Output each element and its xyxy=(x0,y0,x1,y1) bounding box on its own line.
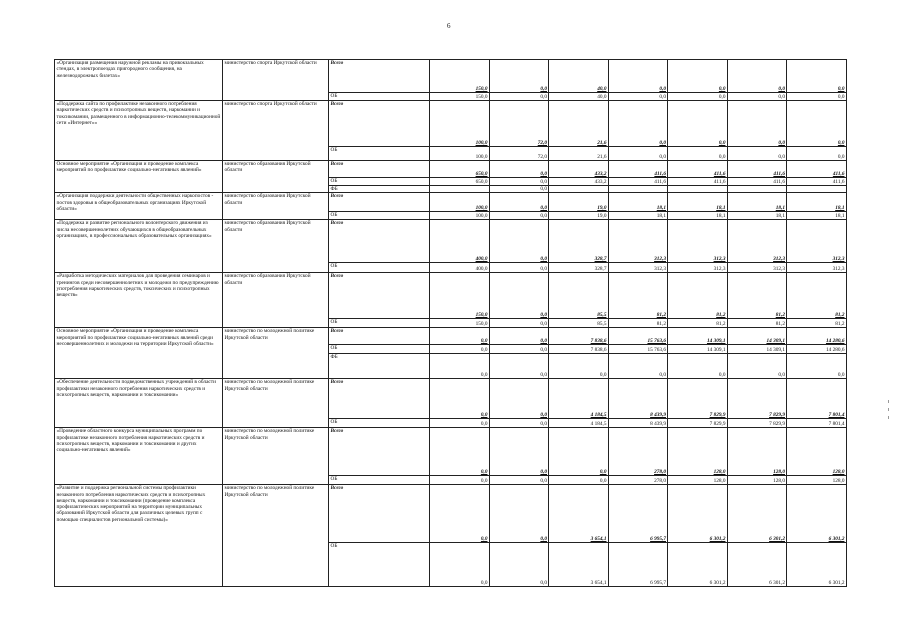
amount-cell: 0,0 xyxy=(668,93,728,101)
amount-cell: 128,0 xyxy=(727,476,787,485)
amount-cell: 0,0 xyxy=(549,428,609,476)
amount-cell: 81,2 xyxy=(608,319,668,328)
funding-source-cell: Всего xyxy=(329,428,430,476)
amount-cell: 81,2 xyxy=(668,319,728,328)
funding-source-cell: ОБ xyxy=(329,319,430,328)
executor-cell: министерство образования Иркутской области xyxy=(223,161,329,193)
table-row xyxy=(55,428,847,476)
amount-cell: 21,6 xyxy=(549,147,609,161)
amount-cell: 0,0 xyxy=(608,147,668,161)
amount-cell: 0,0 xyxy=(727,354,787,379)
executor-cell: министерство образования Иркутской области xyxy=(223,220,329,273)
amount-cell: 0,0 xyxy=(727,93,787,101)
amount-cell: 0,0 xyxy=(549,476,609,485)
amount-cell: 150,0 xyxy=(430,60,490,93)
table-row xyxy=(55,60,847,93)
amount-cell: 8 439,9 xyxy=(608,419,668,428)
amount-cell: 0,0 xyxy=(787,101,847,147)
budget-table xyxy=(54,59,847,587)
amount-cell: 21,6 xyxy=(549,101,609,147)
executor-cell: министерство по молодежной политике Иркутской области xyxy=(223,485,329,587)
amount-cell: 0,0 xyxy=(489,60,549,93)
amount-cell: 14 309,1 xyxy=(668,345,728,354)
funding-source-cell: ОБ xyxy=(329,543,430,587)
amount-cell xyxy=(549,186,609,193)
amount-cell: 0,0 xyxy=(489,345,549,354)
amount-cell: 0,0 xyxy=(430,419,490,428)
amount-cell: 411,6 xyxy=(787,161,847,178)
amount-cell: 0,0 xyxy=(489,476,549,485)
measure-name-cell: «Организация поддержки деятельности общественных наркопостов - постов здоровья в общеобразовательных организациях Иркутской области» xyxy=(55,193,223,220)
amount-cell: 7 829,9 xyxy=(727,379,787,419)
amount-cell: 0,0 xyxy=(608,354,668,379)
amount-cell xyxy=(727,186,787,193)
funding-source-cell: Всего xyxy=(329,161,430,178)
table-row xyxy=(55,161,847,178)
amount-cell: 0,0 xyxy=(430,543,490,587)
table-body xyxy=(55,60,847,587)
funding-source-cell: Всего xyxy=(329,273,430,319)
amount-cell: 0,0 xyxy=(787,60,847,93)
amount-cell: 7 829,9 xyxy=(727,419,787,428)
amount-cell: 278,0 xyxy=(608,476,668,485)
amount-cell: 0,0 xyxy=(727,60,787,93)
amount-cell: 128,0 xyxy=(787,428,847,476)
amount-cell: 7 829,9 xyxy=(668,419,728,428)
measure-name-cell: «Проведение областного конкурса муниципальных программ по профилактике незаконного потребления наркотических средств и психотропных веществ, наркомании и токсикомании и других социально-негативных явлений» xyxy=(55,428,223,485)
amount-cell: 81,2 xyxy=(727,273,787,319)
funding-source-cell: Всего xyxy=(329,60,430,93)
amount-cell: 128,0 xyxy=(668,476,728,485)
amount-cell: 14 309,1 xyxy=(727,345,787,354)
amount-cell xyxy=(608,186,668,193)
amount-cell: 0,0 xyxy=(489,328,549,345)
amount-cell: 0,0 xyxy=(489,178,549,186)
amount-cell: 0,0 xyxy=(489,379,549,419)
amount-cell: 4 184,5 xyxy=(549,379,609,419)
amount-cell: 14 309,1 xyxy=(668,328,728,345)
table-row xyxy=(55,379,847,419)
amount-cell: 0,0 xyxy=(430,379,490,419)
measure-name-cell: «Разработка методических материалов для проведения семинаров и тренингов среди несовершеннолетних и молодежи по предупреждению употребления наркотических средств, токсических и психотропных веществ» xyxy=(55,273,223,328)
amount-cell: 411,6 xyxy=(668,161,728,178)
amount-cell: 18,1 xyxy=(727,193,787,212)
amount-cell: 3 654,1 xyxy=(549,485,609,543)
measure-name-cell: «Организация размещения наружной рекламы на привокзальных стендах, в электропоездах пригородного сообщения, на железнодорожных билетах» xyxy=(55,60,223,101)
amount-cell: 150,0 xyxy=(430,93,490,101)
table-row xyxy=(55,328,847,345)
amount-cell: 0,0 xyxy=(489,161,549,178)
amount-cell: 6 301,2 xyxy=(668,543,728,587)
amount-cell: 19,0 xyxy=(549,212,609,220)
executor-cell: министерство спорта Иркутской области xyxy=(223,101,329,161)
amount-cell: 14 280,6 xyxy=(787,345,847,354)
amount-cell: 433,2 xyxy=(549,178,609,186)
amount-cell: 0,0 xyxy=(668,354,728,379)
amount-cell: 85,5 xyxy=(549,273,609,319)
amount-cell: 128,0 xyxy=(727,428,787,476)
margin-mark xyxy=(888,416,889,419)
amount-cell: 0,0 xyxy=(489,212,549,220)
amount-cell: 0,0 xyxy=(489,93,549,101)
amount-cell: 0,0 xyxy=(549,354,609,379)
amount-cell: 15 763,6 xyxy=(608,345,668,354)
funding-source-cell: Всего xyxy=(329,328,430,345)
table-row xyxy=(55,485,847,543)
amount-cell: 312,3 xyxy=(787,220,847,263)
amount-cell: 0,0 xyxy=(489,354,549,379)
amount-cell: 85,5 xyxy=(549,319,609,328)
amount-cell: 7 838,6 xyxy=(549,328,609,345)
amount-cell: 81,2 xyxy=(787,319,847,328)
funding-source-cell: Всего xyxy=(329,220,430,263)
amount-cell: 0,0 xyxy=(489,485,549,543)
executor-cell: министерство образования Иркутской области xyxy=(223,273,329,328)
amount-cell: 0,0 xyxy=(727,147,787,161)
executor-cell: министерство по молодежной политике Иркутской области xyxy=(223,328,329,379)
page-number: 6 xyxy=(447,22,451,30)
measure-name-cell: «Поддержка сайта по профилактике незаконного потребления наркотических средств и психотропных веществ, наркомании и токсикомании, размещенного в информационно-телекоммуникационной сети «Интернет»» xyxy=(55,101,223,161)
amount-cell: 18,1 xyxy=(787,212,847,220)
table-row xyxy=(55,193,847,212)
table-row xyxy=(55,273,847,319)
funding-source-cell: ОБ xyxy=(329,93,430,101)
amount-cell: 7 829,9 xyxy=(668,379,728,419)
amount-cell: 0,0 xyxy=(430,428,490,476)
amount-cell: 100,0 xyxy=(430,212,490,220)
amount-cell: 411,6 xyxy=(727,161,787,178)
amount-cell: 18,1 xyxy=(668,193,728,212)
amount-cell: 312,3 xyxy=(727,263,787,273)
amount-cell: 400,0 xyxy=(430,263,490,273)
executor-cell: министерство спорта Иркутской области xyxy=(223,60,329,101)
amount-cell: 0,0 xyxy=(489,273,549,319)
amount-cell: 312,3 xyxy=(608,220,668,263)
amount-cell: 81,2 xyxy=(787,273,847,319)
executor-cell: министерство по молодежной политике Иркутской области xyxy=(223,428,329,485)
amount-cell: 0,0 xyxy=(430,485,490,543)
amount-cell: 15 763,6 xyxy=(608,328,668,345)
amount-cell: 81,2 xyxy=(727,319,787,328)
amount-cell: 0,0 xyxy=(608,101,668,147)
amount-cell: 8 439,9 xyxy=(608,379,668,419)
amount-cell: 14 309,1 xyxy=(727,328,787,345)
table-row xyxy=(55,101,847,147)
amount-cell: 312,3 xyxy=(668,263,728,273)
amount-cell: 128,0 xyxy=(668,428,728,476)
amount-cell: 0,0 xyxy=(668,147,728,161)
amount-cell: 100,0 xyxy=(430,101,490,147)
amount-cell: 0,0 xyxy=(787,93,847,101)
funding-source-cell: ОБ xyxy=(329,419,430,428)
amount-cell: 0,0 xyxy=(727,101,787,147)
amount-cell: 6 301,2 xyxy=(668,485,728,543)
amount-cell: 14 280,6 xyxy=(787,328,847,345)
amount-cell: 0,0 xyxy=(430,354,490,379)
measure-name-cell: «Поддержка и развитие регионального волонтерского движения из числа несовершеннолетних обучающихся в общеобразовательных организациях, в профессиональных образовательных организациях» xyxy=(55,220,223,273)
funding-source-cell: ОБ xyxy=(329,476,430,485)
amount-cell: 72,0 xyxy=(489,147,549,161)
funding-source-cell: Всего xyxy=(329,485,430,543)
amount-cell: 0,0 xyxy=(430,476,490,485)
amount-cell: 6 301,2 xyxy=(787,543,847,587)
amount-cell: 0,0 xyxy=(668,101,728,147)
amount-cell: 312,3 xyxy=(668,220,728,263)
amount-cell: 81,2 xyxy=(668,273,728,319)
amount-cell: 4 184,5 xyxy=(549,419,609,428)
amount-cell: 0,0 xyxy=(489,428,549,476)
amount-cell: 6 995,7 xyxy=(608,485,668,543)
amount-cell: 81,2 xyxy=(608,273,668,319)
amount-cell: 0,0 xyxy=(489,220,549,263)
amount-cell: 6 301,2 xyxy=(727,485,787,543)
amount-cell: 0,0 xyxy=(608,60,668,93)
measure-name-cell: Основное мероприятие «Организация и проведение комплекса мероприятий по профилактике социально-негативных явлений среди несовершеннолетних и молодежи на территории Иркутской области» xyxy=(55,328,223,379)
amount-cell: 6 995,7 xyxy=(608,543,668,587)
amount-cell: 18,1 xyxy=(608,212,668,220)
amount-cell: 7 838,6 xyxy=(549,345,609,354)
amount-cell: 411,6 xyxy=(787,178,847,186)
measure-name-cell: «Развитие и поддержка региональной системы профилактики незаконного потребления наркотических средств и психотропных веществ, наркомании и токсикомании (проведение комплекса профилактических мероприятий на территории муниципальных образований Иркутской области для различных целевых групп с помощью специалистов региональной системы)» xyxy=(55,485,223,587)
amount-cell: 0,0 xyxy=(668,60,728,93)
amount-cell xyxy=(430,186,490,193)
amount-cell: 150,0 xyxy=(430,273,490,319)
amount-cell: 7 801,4 xyxy=(787,419,847,428)
funding-source-cell: ОБ xyxy=(329,212,430,220)
amount-cell: 411,6 xyxy=(727,178,787,186)
funding-source-cell: ФБ xyxy=(329,186,430,193)
amount-cell: 312,3 xyxy=(608,263,668,273)
amount-cell: 6 301,2 xyxy=(787,485,847,543)
amount-cell: 128,0 xyxy=(787,476,847,485)
funding-source-cell: ОБ xyxy=(329,178,430,186)
amount-cell: 72,0 xyxy=(489,101,549,147)
amount-cell: 18,1 xyxy=(787,193,847,212)
amount-cell: 7 801,4 xyxy=(787,379,847,419)
amount-cell: 0,0 xyxy=(489,263,549,273)
amount-cell: 0,0 xyxy=(489,319,549,328)
amount-cell: 18,1 xyxy=(668,212,728,220)
amount-cell: 312,3 xyxy=(727,220,787,263)
amount-cell: 40,0 xyxy=(549,60,609,93)
amount-cell: 411,6 xyxy=(608,178,668,186)
amount-cell: 400,0 xyxy=(430,220,490,263)
funding-source-cell: Всего xyxy=(329,193,430,212)
margin-mark xyxy=(888,408,889,411)
amount-cell: 328,7 xyxy=(549,263,609,273)
amount-cell: 411,6 xyxy=(668,178,728,186)
amount-cell: 3 654,1 xyxy=(549,543,609,587)
funding-source-cell: ОБ xyxy=(329,345,430,354)
measure-name-cell: Основное мероприятие «Организация и проведение комплекса мероприятий по профилактике социально-негативных явлений» xyxy=(55,161,223,193)
amount-cell: 0,0 xyxy=(489,419,549,428)
funding-source-cell: Всего xyxy=(329,101,430,147)
amount-cell: 0,0 xyxy=(430,345,490,354)
amount-cell: 650,0 xyxy=(430,178,490,186)
amount-cell: 328,7 xyxy=(549,220,609,263)
amount-cell xyxy=(668,186,728,193)
measure-name-cell: «Обеспечение деятельности подведомственных учреждений в области профилактики незаконного потребления наркотических средств и психотропных веществ, наркомании и токсикомании» xyxy=(55,379,223,428)
amount-cell: 0,0 xyxy=(787,147,847,161)
amount-cell: 433,2 xyxy=(549,161,609,178)
amount-cell: 278,0 xyxy=(608,428,668,476)
margin-mark xyxy=(888,400,889,403)
amount-cell: 100,0 xyxy=(430,193,490,212)
amount-cell: 0,0 xyxy=(787,354,847,379)
amount-cell: 40,0 xyxy=(549,93,609,101)
amount-cell: 0,0 xyxy=(608,93,668,101)
table-row xyxy=(55,220,847,263)
amount-cell: 0,0 xyxy=(489,193,549,212)
executor-cell: министерство по молодежной политике Иркутской области xyxy=(223,379,329,428)
amount-cell: 6 301,2 xyxy=(727,543,787,587)
amount-cell: 18,1 xyxy=(608,193,668,212)
funding-source-cell: Всего xyxy=(329,379,430,419)
amount-cell: 650,0 xyxy=(430,161,490,178)
amount-cell: 19,0 xyxy=(549,193,609,212)
amount-cell: 18,1 xyxy=(727,212,787,220)
funding-source-cell: ОБ xyxy=(329,263,430,273)
executor-cell: министерство образования Иркутской области xyxy=(223,193,329,220)
amount-cell: 312,3 xyxy=(787,263,847,273)
amount-cell: 0,0 xyxy=(489,543,549,587)
amount-cell: 0,0 xyxy=(430,328,490,345)
amount-cell: 100,0 xyxy=(430,147,490,161)
amount-cell: 0,0 xyxy=(489,186,549,193)
funding-source-cell: ФБ xyxy=(329,354,430,379)
amount-cell xyxy=(787,186,847,193)
amount-cell: 150,0 xyxy=(430,319,490,328)
amount-cell: 411,6 xyxy=(608,161,668,178)
funding-source-cell: ОБ xyxy=(329,147,430,161)
